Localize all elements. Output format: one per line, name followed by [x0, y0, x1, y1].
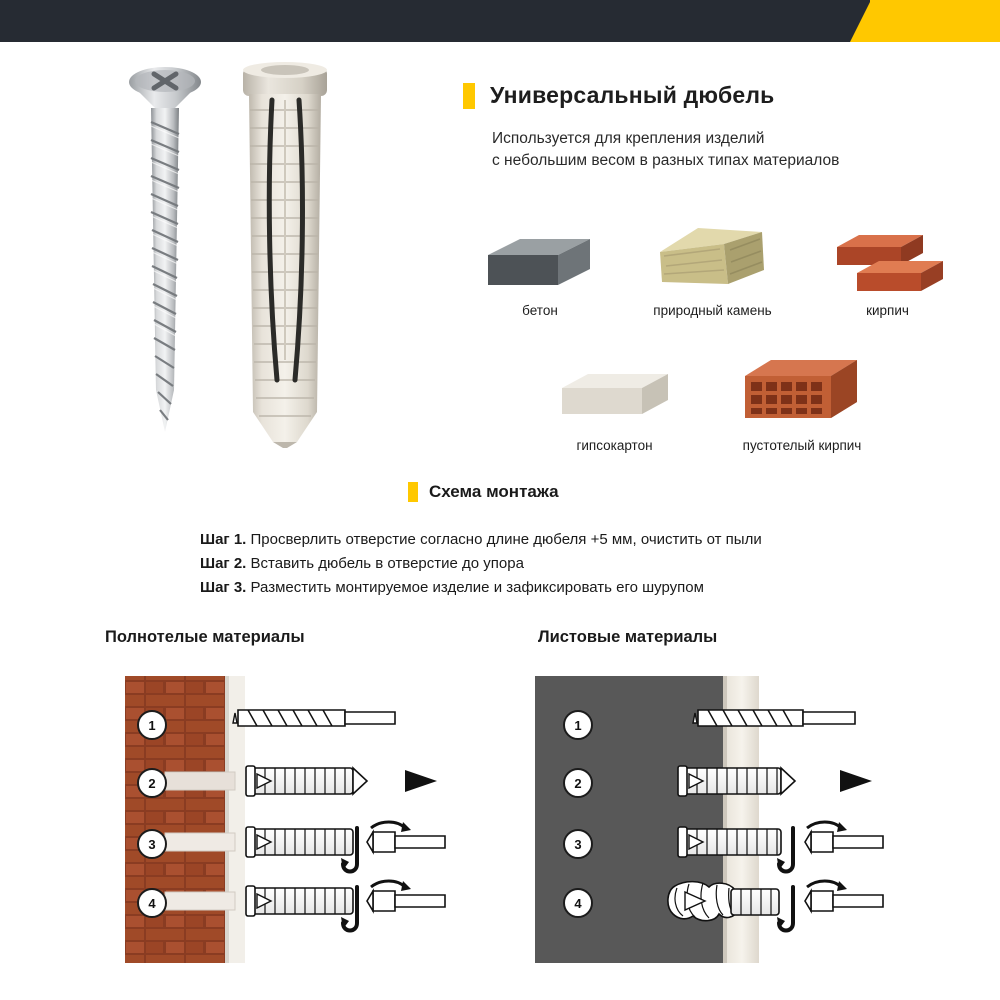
product-illustration [85, 52, 435, 452]
page-title: Универсальный дюбель [490, 82, 775, 108]
steps-list [200, 528, 900, 600]
step-text: Разместить монтируемое изделие и зафиксировать его шурупом [250, 579, 704, 596]
top-banner [0, 0, 1000, 42]
page-subtitle [492, 128, 962, 172]
material-drywall [527, 340, 702, 453]
material-natural-stone [625, 205, 800, 318]
step-text: Вставить дюбель в отверстие до упора [250, 555, 524, 572]
materials-row-1 [455, 205, 975, 318]
banner-accent-shape [870, 0, 1000, 42]
banner-dark-shape [0, 0, 870, 42]
subtitle-line-2: с небольшим весом в разных типах материалов [492, 152, 840, 169]
natural-stone-icon [625, 205, 800, 297]
diagram-step-badge: 3 [137, 829, 167, 859]
material-label: гипсокартон [576, 438, 653, 453]
material-hollow-brick [702, 340, 902, 453]
sheet-wall-diagram-icon [535, 668, 935, 963]
diagram-step-badge: 1 [563, 710, 593, 740]
material-label: кирпич [866, 303, 909, 318]
countersunk-screw-icon [110, 60, 220, 450]
diagram-step-badge: 1 [137, 710, 167, 740]
diagram-step-badge: 3 [563, 829, 593, 859]
step-item [200, 576, 900, 600]
material-label: природный камень [653, 303, 772, 318]
material-label: пустотелый кирпич [742, 438, 862, 453]
diagram-step-badge: 2 [137, 768, 167, 798]
step-item [200, 552, 900, 576]
materials-row-2 [455, 340, 975, 453]
diagram-solid-materials [105, 668, 505, 963]
headline-row [463, 82, 775, 109]
solid-wall-diagram-icon [105, 668, 505, 963]
step-name: Шаг 2. [200, 555, 247, 572]
scheme-title: Схема монтажа [429, 482, 559, 501]
diagram-step-badge: 2 [563, 768, 593, 798]
step-name: Шаг 1. [200, 531, 247, 548]
materials-group [455, 205, 975, 453]
diagram-title-solid: Полнотелые материалы [105, 628, 305, 646]
accent-bar-icon [463, 83, 475, 109]
drywall-sheet-icon [527, 340, 702, 432]
diagram-step-badge: 4 [137, 888, 167, 918]
diagram-step-badge: 4 [563, 888, 593, 918]
material-brick [800, 205, 975, 318]
step-text: Просверлить отверстие согласно длине дюбеля +5 мм, очистить от пыли [250, 531, 762, 548]
step-name: Шаг 3. [200, 579, 247, 596]
scheme-heading [408, 482, 559, 502]
universal-dowel-icon [225, 60, 345, 450]
subtitle-line-1: Используется для крепления изделий [492, 130, 765, 147]
material-label: бетон [522, 303, 558, 318]
material-concrete [455, 205, 625, 318]
diagram-sheet-materials [535, 668, 935, 963]
step-item [200, 528, 900, 552]
hollow-brick-icon [702, 340, 902, 432]
accent-bar-icon [408, 482, 418, 502]
diagram-title-sheet: Листовые материалы [538, 628, 718, 646]
brick-icon [800, 205, 975, 297]
concrete-block-icon [455, 205, 625, 297]
